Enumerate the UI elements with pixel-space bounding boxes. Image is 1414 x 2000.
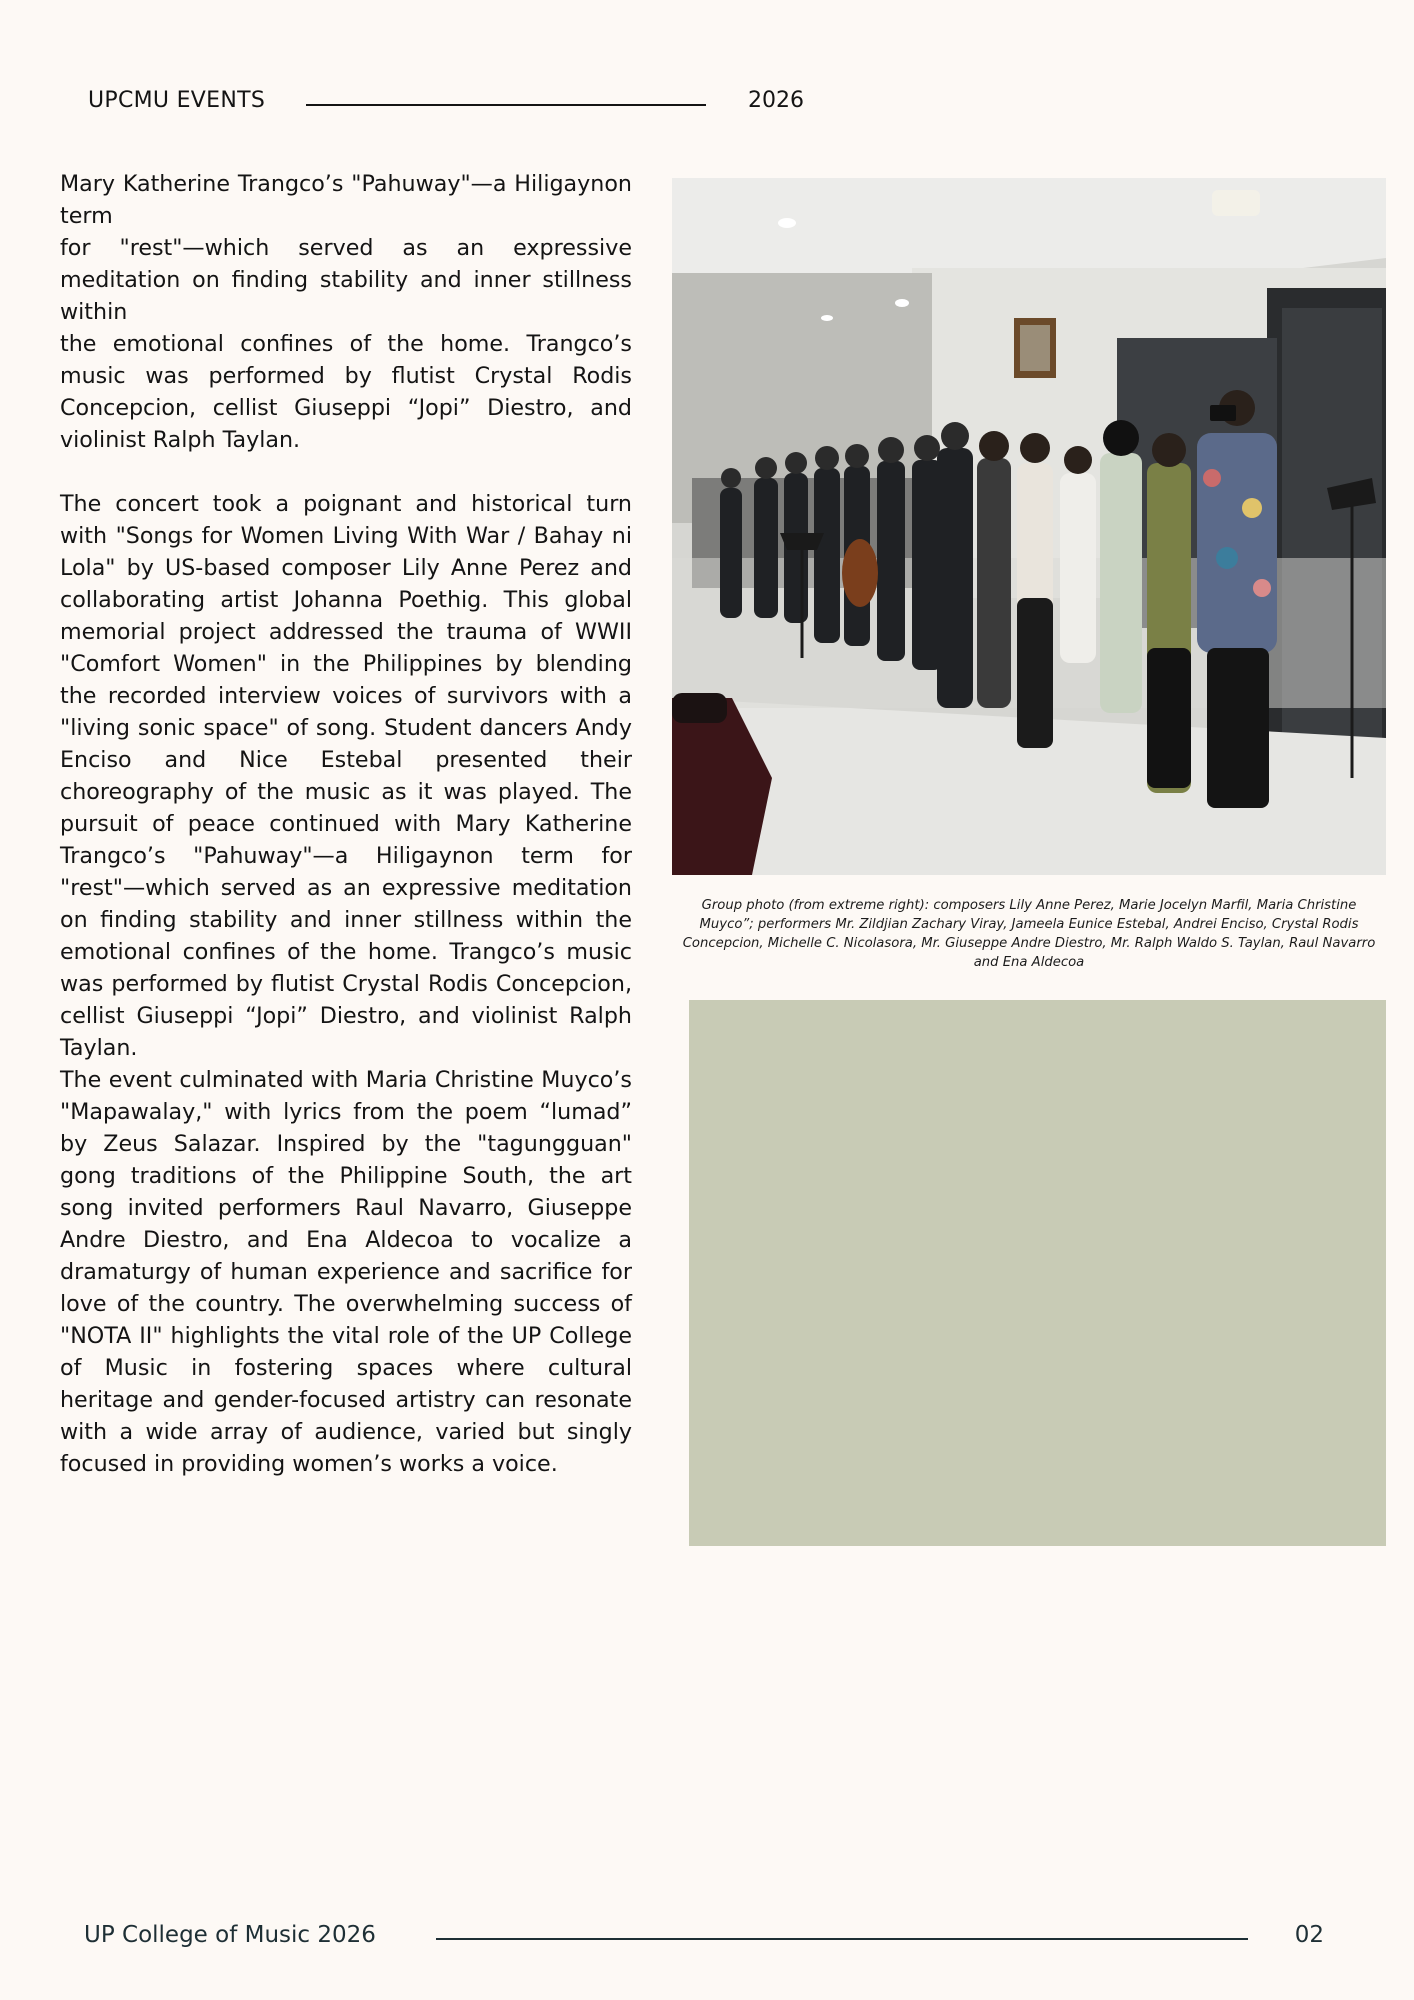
header-year: 2026 [748,88,804,113]
article-body [60,168,632,1480]
image-placeholder [689,1000,1386,1546]
paragraph-gap [60,456,632,488]
group-photo [672,178,1386,875]
footer-rule [436,1938,1248,1940]
photo-caption: Group photo (from extreme right): composers Lily Anne Perez, Marie Jocelyn Marfil, Maria Christine Muyco”; performers Mr. Zildjian Zachary Viray, Jameela Eunice Estebal, Andrei Enciso, Crystal Rodis Concepcion, Michelle C. Nicolasora, Mr. Giuseppe Andre Diestro, Mr. Ralph Waldo S. Taylan, Raul Navarro and Ena Aldecoa [682,898,1376,970]
body-line: for "rest"—which served as an expressive meditation on finding stability and inner stillness within [60,235,632,325]
footer-publication: UP College of Music 2026 [84,1922,376,1948]
body-line: Mary Katherine Trangco’s "Pahuway"—a Hiligaynon term [60,171,632,229]
body-paragraph: The concert took a poignant and historical turn with "Songs for Women Living With War / Bahay ni Lola" by US-based composer Lily Anne Perez and collaborating artist Johanna Poethig. This global memorial project addressed the trauma of WWII "Comfort Women" in the Philippines by blending the recorded interview voices of survivors with a "living sonic space" of song. Student dancers Andy Enciso and Nice Estebal presented their choreography of the music as it was played. The pursuit of peace continued with Mary Katherine Trangco’s "Pahuway"—a Hiligaynon term for "rest"—which served as an expressive meditation on finding stability and inner stillness within the emotional confines of the home. Trangco’s music was performed by flutist Crystal Rodis Concepcion, cellist Giuseppi “Jopi” Diestro, and violinist Ralph Taylan. [60,491,632,1061]
page-number: 02 [1294,1922,1324,1948]
body-paragraph: The event culminated with Maria Christine Muyco’s "Mapawalay," with lyrics from the poem “lumad” by Zeus Salazar. Inspired by the "tagungguan" gong traditions of the Philippine South, the art song invited performers Raul Navarro, Giuseppe Andre Diestro, and Ena Aldecoa to vocalize a dramaturgy of human experience and sacrifice for love of the country. The overwhelming success of "NOTA II" highlights the vital role of the UP College of Music in fostering spaces where cultural heritage and gender-focused artistry can resonate with a wide array of audience, varied but singly focused in providing women’s works a voice. [60,1067,632,1477]
body-line: the emotional confines of the home. Trangco’s music was performed by flutist Crystal Rodis Concepcion, cellist Giuseppi “Jopi” Diestro, and violinist Ralph Taylan. [60,331,632,453]
header-rule [306,104,706,106]
page-footer [84,1922,1334,1954]
header-org: UPCMU EVENTS [88,88,266,113]
group-photo-illustration [672,178,1386,875]
page-header [88,88,808,120]
